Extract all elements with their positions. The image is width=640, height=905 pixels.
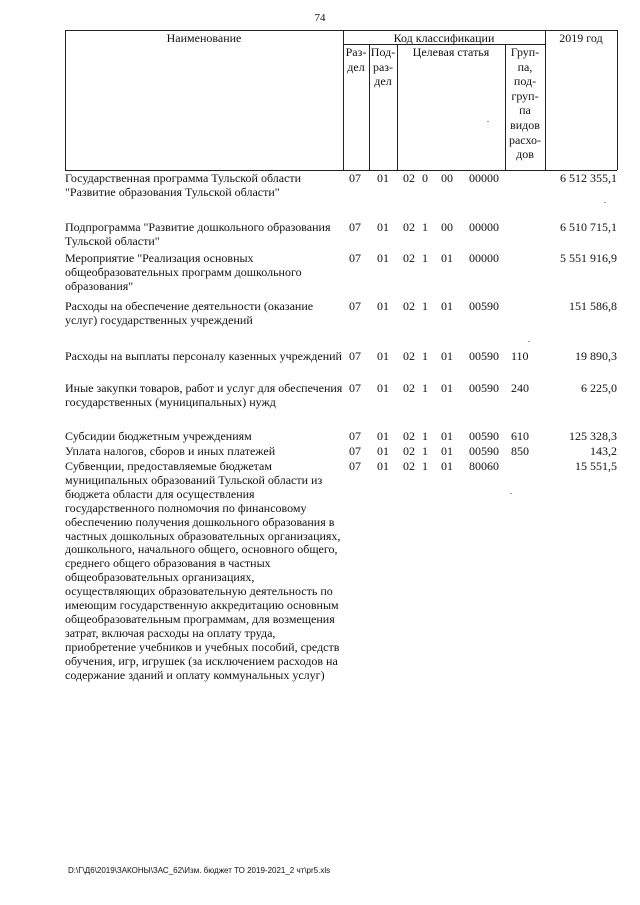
- row-podrazdel: 01: [377, 299, 389, 313]
- scan-mark: [528, 341, 530, 342]
- row-target-program: 02: [403, 444, 415, 458]
- row-razdel: 07: [349, 349, 361, 363]
- row-razdel: 07: [349, 381, 361, 395]
- row-target-subprogram: 1: [422, 220, 428, 234]
- row-podrazdel: 01: [377, 459, 389, 473]
- row-target-direction: 00590: [469, 299, 499, 313]
- row-podrazdel: 01: [377, 349, 389, 363]
- row-podrazdel: 01: [377, 429, 389, 443]
- scan-mark: [510, 493, 512, 494]
- row-target-program: 02: [403, 171, 415, 185]
- row-amount: 125 328,3: [569, 429, 617, 443]
- row-target-direction: 00590: [469, 429, 499, 443]
- row-razdel: 07: [349, 299, 361, 313]
- row-target-subprogram: 1: [422, 459, 428, 473]
- header-name: Наименование: [166, 31, 242, 45]
- row-razdel: 07: [349, 220, 361, 234]
- row-name: Подпрограмма "Развитие дошкольного образования Тульской области": [65, 220, 331, 248]
- row-podrazdel: 01: [377, 220, 389, 234]
- row-name: Уплата налогов, сборов и иных платежей: [65, 444, 276, 458]
- row-target-direction: 80060: [469, 459, 499, 473]
- row-podrazdel: 01: [377, 251, 389, 265]
- row-target-program: 02: [403, 251, 415, 265]
- row-razdel: 07: [349, 444, 361, 458]
- header-group: Груп- па, под- груп- па видов расхо- дов: [508, 45, 542, 162]
- row-target-direction: 00590: [469, 381, 499, 395]
- table-left-border: [65, 30, 66, 170]
- row-amount: 151 586,8: [569, 299, 617, 313]
- row-expense-group: 240: [511, 381, 529, 395]
- row-target-subprogram: 1: [422, 251, 428, 265]
- row-expense-group: 850: [511, 444, 529, 458]
- row-name: Расходы на обеспечение деятельности (оказание услуг) государственных учреждений: [65, 299, 314, 327]
- row-target-event: 01: [441, 381, 453, 395]
- podrazdel-column-border: [397, 44, 398, 170]
- row-target-program: 02: [403, 381, 415, 395]
- row-amount: 15 551,5: [575, 459, 617, 473]
- page-number: 74: [314, 12, 326, 24]
- row-amount: 5 551 916,9: [560, 251, 617, 265]
- row-expense-group: 610: [511, 429, 529, 443]
- row-razdel: 07: [349, 429, 361, 443]
- row-podrazdel: 01: [377, 444, 389, 458]
- header-target: Целевая статья: [412, 45, 490, 59]
- row-target-program: 02: [403, 459, 415, 473]
- header-year: 2019 год: [559, 31, 603, 45]
- file-path-footer: D:\Г\Д6\2019\ЗАКОНЫ\ЗАС_62\Изм. бюджет ТО 2019-2021_2 чт\pr5.xls: [68, 866, 331, 875]
- row-target-subprogram: 0: [422, 171, 428, 185]
- row-target-direction: 00000: [469, 220, 499, 234]
- row-target-event: 01: [441, 299, 453, 313]
- row-target-direction: 00590: [469, 349, 499, 363]
- row-target-program: 02: [403, 299, 415, 313]
- row-target-direction: 00590: [469, 444, 499, 458]
- row-amount: 143,2: [590, 444, 617, 458]
- row-amount: 19 890,3: [575, 349, 617, 363]
- row-target-direction: 00000: [469, 251, 499, 265]
- row-razdel: 07: [349, 171, 361, 185]
- row-podrazdel: 01: [377, 171, 389, 185]
- row-target-event: 01: [441, 349, 453, 363]
- row-target-subprogram: 1: [422, 444, 428, 458]
- row-podrazdel: 01: [377, 381, 389, 395]
- row-target-event: 01: [441, 251, 453, 265]
- row-amount: 6 510 715,1: [560, 220, 617, 234]
- row-name: Государственная программа Тульской области "Развитие образования Тульской области": [65, 171, 302, 199]
- row-target-event: 00: [441, 171, 453, 185]
- row-target-subprogram: 1: [422, 299, 428, 313]
- row-target-subprogram: 1: [422, 381, 428, 395]
- row-target-subprogram: 1: [422, 349, 428, 363]
- row-target-program: 02: [403, 429, 415, 443]
- row-target-event: 01: [441, 429, 453, 443]
- row-target-subprogram: 1: [422, 429, 428, 443]
- row-razdel: 07: [349, 459, 361, 473]
- row-expense-group: 110: [511, 349, 529, 363]
- scan-mark: [487, 121, 489, 122]
- row-target-program: 02: [403, 220, 415, 234]
- row-amount: 6 512 355,1: [560, 171, 617, 185]
- row-target-event: 01: [441, 459, 453, 473]
- header-code: Код классификации: [393, 31, 495, 45]
- header-razdel: Раз- дел: [345, 45, 367, 74]
- row-target-event: 01: [441, 444, 453, 458]
- header-podrazdel: Под- раз- дел: [370, 45, 396, 89]
- row-name: Мероприятие "Реализация основных общеобразовательных программ дошкольного образования": [65, 251, 302, 293]
- table-right-border: [617, 30, 618, 170]
- row-amount: 6 225,0: [581, 381, 617, 395]
- group-column-border: [545, 30, 546, 170]
- row-name: Расходы на выплаты персоналу казенных учреждений: [65, 349, 342, 363]
- row-name: Субвенции, предоставляемые бюджетам муниципальных образований Тульской области из бюджета области для осуществления государственного полномочия по финансовому обеспечению получения дошкольного образования в частных дошкольных образовательных организациях, дошкольного, начального общего, основного общего, среднего общего образования в частных общеобразовательных организациях, осуществляющих образовательную деятельность по имеющим государственную аккредитацию основным общеобразовательным программам, для возмещения затрат, включая расходы на оплату труда, приобретение учебников и учебных пособий, средств обучения, игр, игрушек (за исключением расходов на содержание зданий и оплату коммунальных услуг): [65, 459, 341, 682]
- row-razdel: 07: [349, 251, 361, 265]
- row-target-event: 00: [441, 220, 453, 234]
- row-target-program: 02: [403, 349, 415, 363]
- row-target-direction: 00000: [469, 171, 499, 185]
- row-name: Субсидии бюджетным учреждениям: [65, 429, 252, 443]
- scan-mark: [604, 202, 606, 203]
- row-name: Иные закупки товаров, работ и услуг для обеспечения государственных (муниципальных) нужд: [65, 381, 343, 409]
